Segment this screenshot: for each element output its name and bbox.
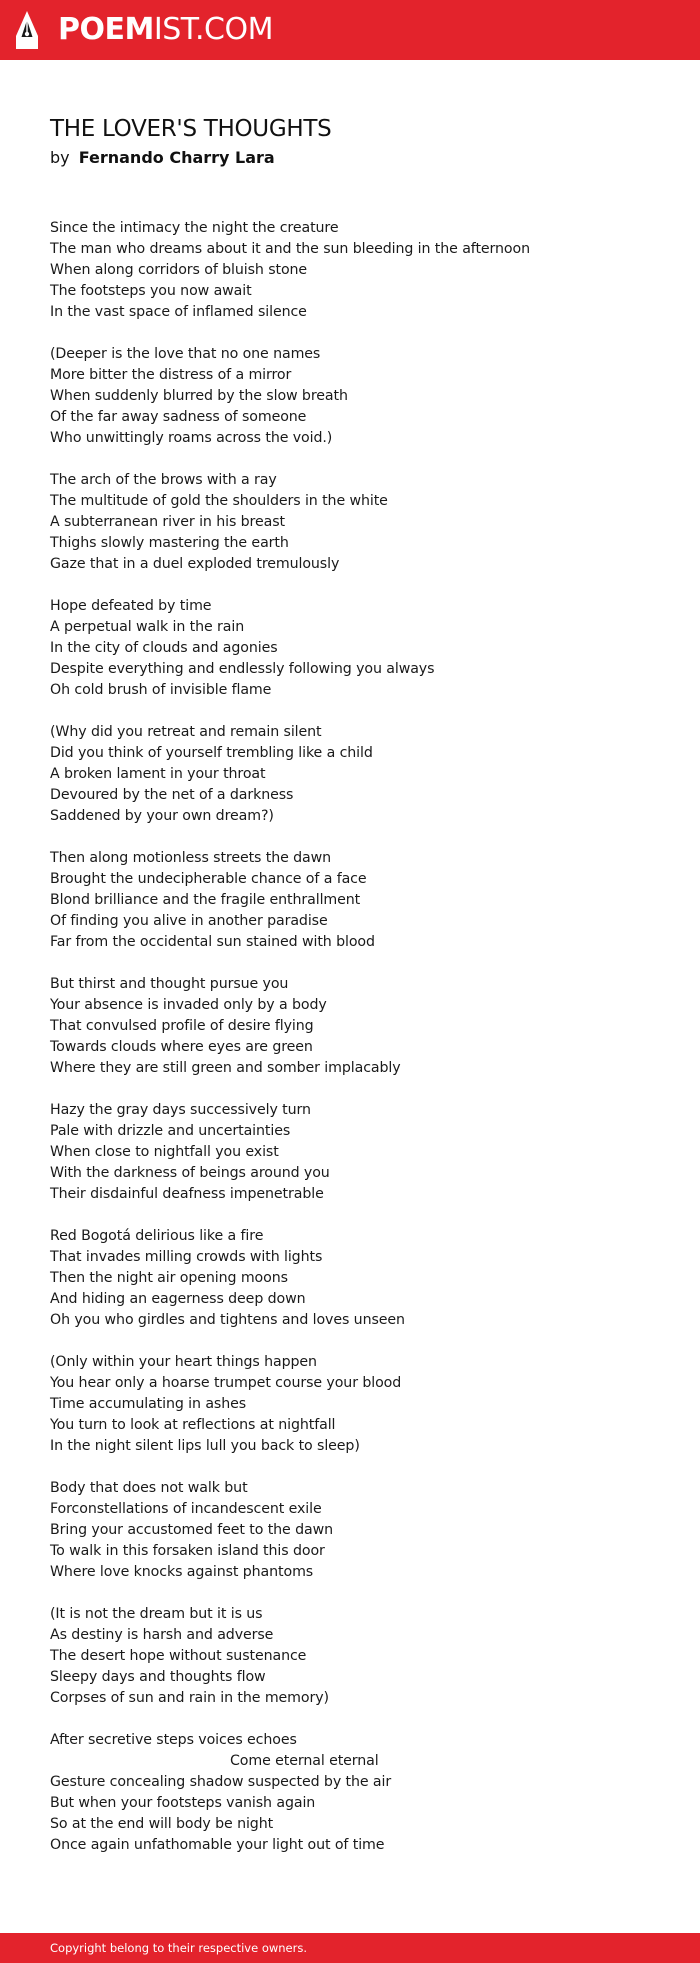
poem-line: After secretive steps voices echoes: [50, 1732, 297, 1748]
site-footer: [0, 1933, 700, 1963]
poem-line: When close to nightfall you exist: [50, 1144, 279, 1160]
poem-line: Once again unfathomable your light out of time: [50, 1837, 385, 1853]
poem-line: The desert hope without sustenance: [50, 1648, 307, 1664]
poem-line: But when your footsteps vanish again: [50, 1795, 316, 1811]
poem-line: Your absence is invaded only by a body: [50, 997, 327, 1013]
poem-line: Red Bogotá delirious like a fire: [50, 1228, 264, 1244]
stanza-gap: [50, 1205, 670, 1226]
poem-line: Who unwittingly roams across the void.): [50, 430, 333, 446]
poem-line: The man who dreams about it and the sun bleeding in the afternoon: [50, 241, 530, 257]
poem-line: Since the intimacy the night the creature: [50, 220, 339, 236]
brand-light: IST.COM: [153, 12, 273, 47]
poem-line: Of finding you alive in another paradise: [50, 913, 328, 929]
poem-line: A subterranean river in his breast: [50, 514, 285, 530]
poem-line: Towards clouds where eyes are green: [50, 1039, 313, 1055]
poem-line: Of the far away sadness of someone: [50, 409, 307, 425]
poem-line: You turn to look at reflections at nightfall: [50, 1417, 336, 1433]
poem-line: Corpses of sun and rain in the memory): [50, 1690, 329, 1706]
poem-line: (Why did you retreat and remain silent: [50, 724, 322, 740]
stanza-gap: [50, 323, 670, 344]
poem-line: Blond brilliance and the fragile enthrallment: [50, 892, 361, 908]
poem-line: (It is not the dream but it is us: [50, 1606, 263, 1622]
poem-line: That invades milling crowds with lights: [50, 1249, 323, 1265]
poem-line: Despite everything and endlessly following you always: [50, 661, 435, 677]
poem-line: Far from the occidental sun stained with blood: [50, 934, 375, 950]
stanza-gap: [50, 1079, 670, 1100]
poem-line: When along corridors of bluish stone: [50, 262, 308, 278]
pen-nib-icon: [14, 10, 40, 50]
site-logo[interactable]: [14, 0, 273, 60]
poem-body: [50, 218, 670, 1856]
poem-line: The footsteps you now await: [50, 283, 252, 299]
poem-line: Thighs slowly mastering the earth: [50, 535, 289, 551]
poem-line: Sleepy days and thoughts flow: [50, 1669, 266, 1685]
poem-line: A perpetual walk in the rain: [50, 619, 245, 635]
poem-line: Did you think of yourself trembling like a child: [50, 745, 373, 761]
poem-line: As destiny is harsh and adverse: [50, 1627, 274, 1643]
poem-line: Where love knocks against phantoms: [50, 1564, 314, 1580]
stanza-gap: [50, 575, 670, 596]
poem-line: Where they are still green and somber implacably: [50, 1060, 401, 1076]
poem-line: Then the night air opening moons: [50, 1270, 288, 1286]
poem-line: Hazy the gray days successively turn: [50, 1102, 311, 1118]
poem-line: Gaze that in a duel exploded tremulously: [50, 556, 340, 572]
poem-line: So at the end will body be night: [50, 1816, 274, 1832]
poem-line: In the night silent lips lull you back to sleep): [50, 1438, 360, 1454]
poem-line: Then along motionless streets the dawn: [50, 850, 332, 866]
byline: [50, 148, 275, 167]
poem-title: THE LOVER'S THOUGHTS: [50, 116, 332, 142]
author-name: Fernando Charry Lara: [78, 148, 275, 167]
stanza-gap: [50, 1583, 670, 1604]
poem-line: The multitude of gold the shoulders in the white: [50, 493, 388, 509]
poem-line: Time accumulating in ashes: [50, 1396, 247, 1412]
poem-line: Gesture concealing shadow suspected by the air: [50, 1774, 392, 1790]
poem-line: Oh you who girdles and tightens and loves unseen: [50, 1312, 405, 1328]
poem-line: (Deeper is the love that no one names: [50, 346, 321, 362]
poem-line: And hiding an eagerness deep down: [50, 1291, 306, 1307]
brand-bold: POEM: [58, 12, 154, 47]
poem-line: Come eternal eternal: [230, 1753, 379, 1769]
copyright-text: Copyright belong to their respective owners.: [50, 1941, 308, 1955]
poem-line: Their disdainful deafness impenetrable: [50, 1186, 324, 1202]
poem-line: That convulsed profile of desire flying: [50, 1018, 314, 1034]
poem-line: Oh cold brush of invisible flame: [50, 682, 272, 698]
poem-line: (Only within your heart things happen: [50, 1354, 317, 1370]
stanza-gap: [50, 1709, 670, 1730]
stanza-gap: [50, 1331, 670, 1352]
poem-line: In the city of clouds and agonies: [50, 640, 278, 656]
poem-line: When suddenly blurred by the slow breath: [50, 388, 348, 404]
stanza-gap: [50, 827, 670, 848]
poem-line: But thirst and thought pursue you: [50, 976, 289, 992]
stanza-gap: [50, 953, 670, 974]
site-brand[interactable]: [58, 0, 273, 60]
site-header: [0, 0, 700, 60]
poem-line: Body that does not walk but: [50, 1480, 248, 1496]
poem-line: Bring your accustomed feet to the dawn: [50, 1522, 333, 1538]
poem-line: The arch of the brows with a ray: [50, 472, 277, 488]
poem-line: Pale with drizzle and uncertainties: [50, 1123, 291, 1139]
stanza-gap: [50, 701, 670, 722]
poem-line: To walk in this forsaken island this door: [50, 1543, 325, 1559]
poem-line: Saddened by your own dream?): [50, 808, 274, 824]
poem-line: Devoured by the net of a darkness: [50, 787, 294, 803]
by-label: by: [50, 148, 70, 167]
poem-line: More bitter the distress of a mirror: [50, 367, 292, 383]
poem-line: Forconstellations of incandescent exile: [50, 1501, 322, 1517]
poem-line: In the vast space of inflamed silence: [50, 304, 307, 320]
stanza-gap: [50, 449, 670, 470]
poem-line: With the darkness of beings around you: [50, 1165, 330, 1181]
poem-line: Hope defeated by time: [50, 598, 212, 614]
poem-line: Brought the undecipherable chance of a face: [50, 871, 367, 887]
poem-line: You hear only a hoarse trumpet course your blood: [50, 1375, 402, 1391]
poem-line: A broken lament in your throat: [50, 766, 266, 782]
stanza-gap: [50, 1457, 670, 1478]
